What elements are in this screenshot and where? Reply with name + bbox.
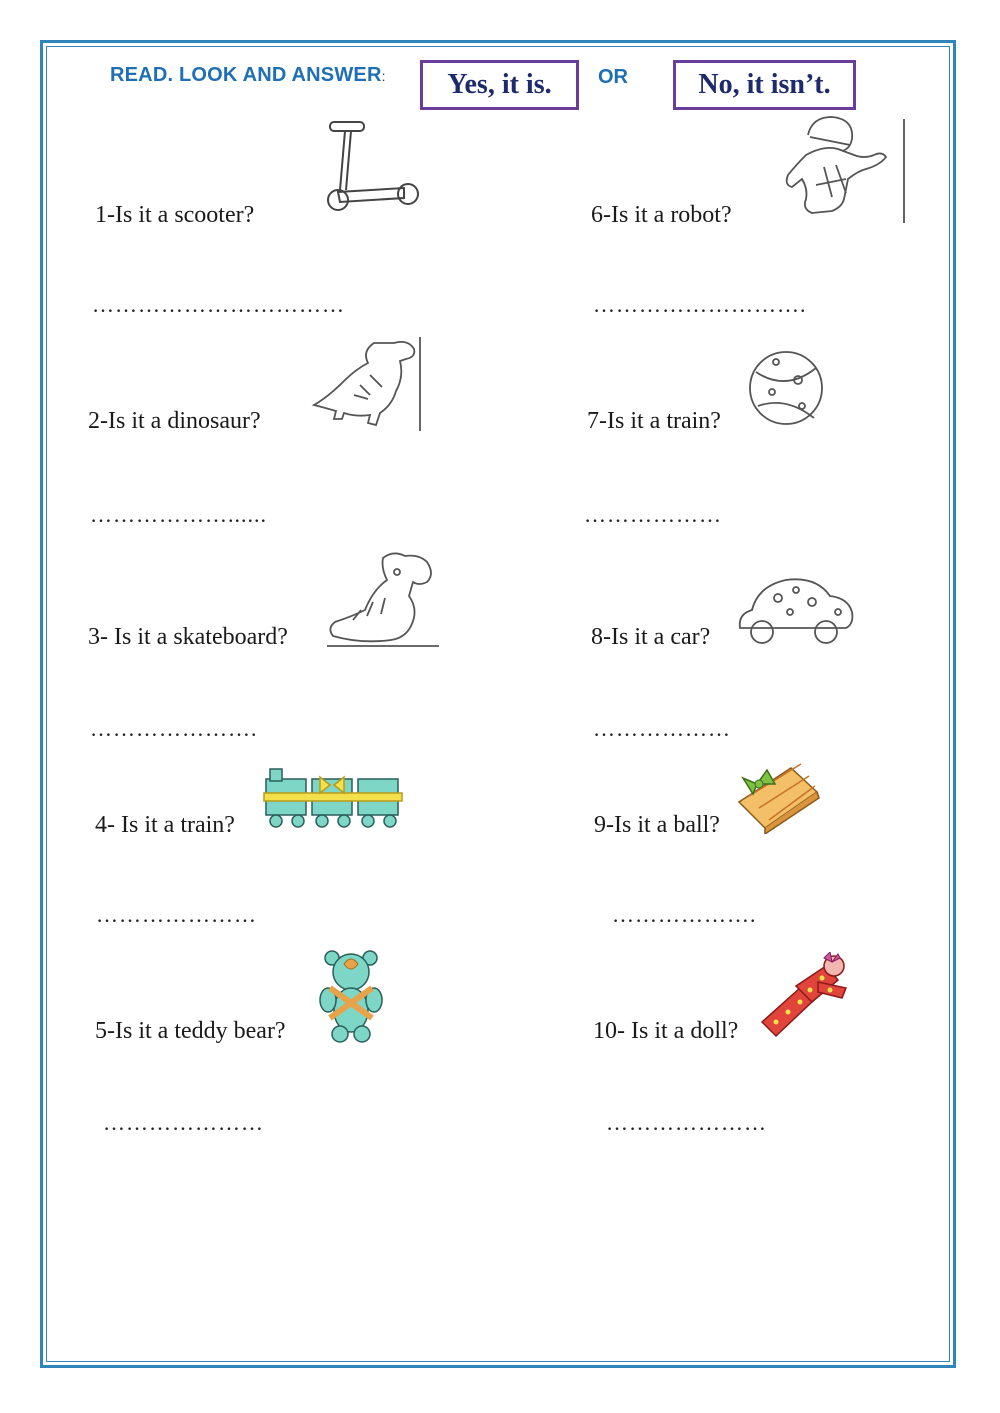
ball-icon (746, 348, 826, 428)
answer-blank-9[interactable]: ………………. (612, 902, 757, 927)
question-4: 4- Is it a train? (95, 812, 235, 838)
gift-box-icon (735, 762, 821, 834)
instruction-heading: READ. LOOK AND ANSWER: (110, 64, 386, 86)
doll-icon (756, 952, 854, 1040)
dinosaur-icon (310, 335, 425, 433)
answer-box-no: No, it isn’t. (673, 60, 856, 110)
question-5: 5-Is it a teddy bear? (95, 1018, 286, 1044)
question-10: 10- Is it a doll? (593, 1018, 739, 1044)
answer-blank-3[interactable]: …………………. (90, 716, 258, 741)
teddy-bear-icon (318, 948, 384, 1044)
page-border-inner (46, 46, 950, 1362)
train-icon (262, 765, 404, 829)
answer-blank-7[interactable]: ……………… (584, 502, 722, 527)
answer-blank-5[interactable]: ………………… (103, 1110, 264, 1135)
or-label: OR (598, 66, 628, 88)
robot-icon (780, 115, 908, 225)
answer-blank-6[interactable]: ………………………. (593, 292, 807, 317)
answer-blank-10[interactable]: ………………… (606, 1110, 767, 1135)
question-1: 1-Is it a scooter? (95, 202, 255, 228)
question-8: 8-Is it a car? (591, 624, 711, 650)
car-icon (734, 572, 858, 650)
answer-blank-1[interactable]: …………………………… (92, 292, 345, 317)
answer-blank-2[interactable]: ………………...... (90, 502, 267, 527)
scooter-icon (318, 118, 422, 214)
question-2: 2-Is it a dinosaur? (88, 408, 261, 434)
question-9: 9-Is it a ball? (594, 812, 720, 838)
answer-box-yes: Yes, it is. (420, 60, 579, 110)
question-6: 6-Is it a robot? (591, 202, 732, 228)
answer-blank-4[interactable]: ………………… (96, 902, 257, 927)
answer-blank-8[interactable]: ……………… (593, 716, 731, 741)
dinosaur-lying-icon (323, 550, 441, 648)
question-7: 7-Is it a train? (587, 408, 721, 434)
question-3: 3- Is it a skateboard? (88, 624, 288, 650)
